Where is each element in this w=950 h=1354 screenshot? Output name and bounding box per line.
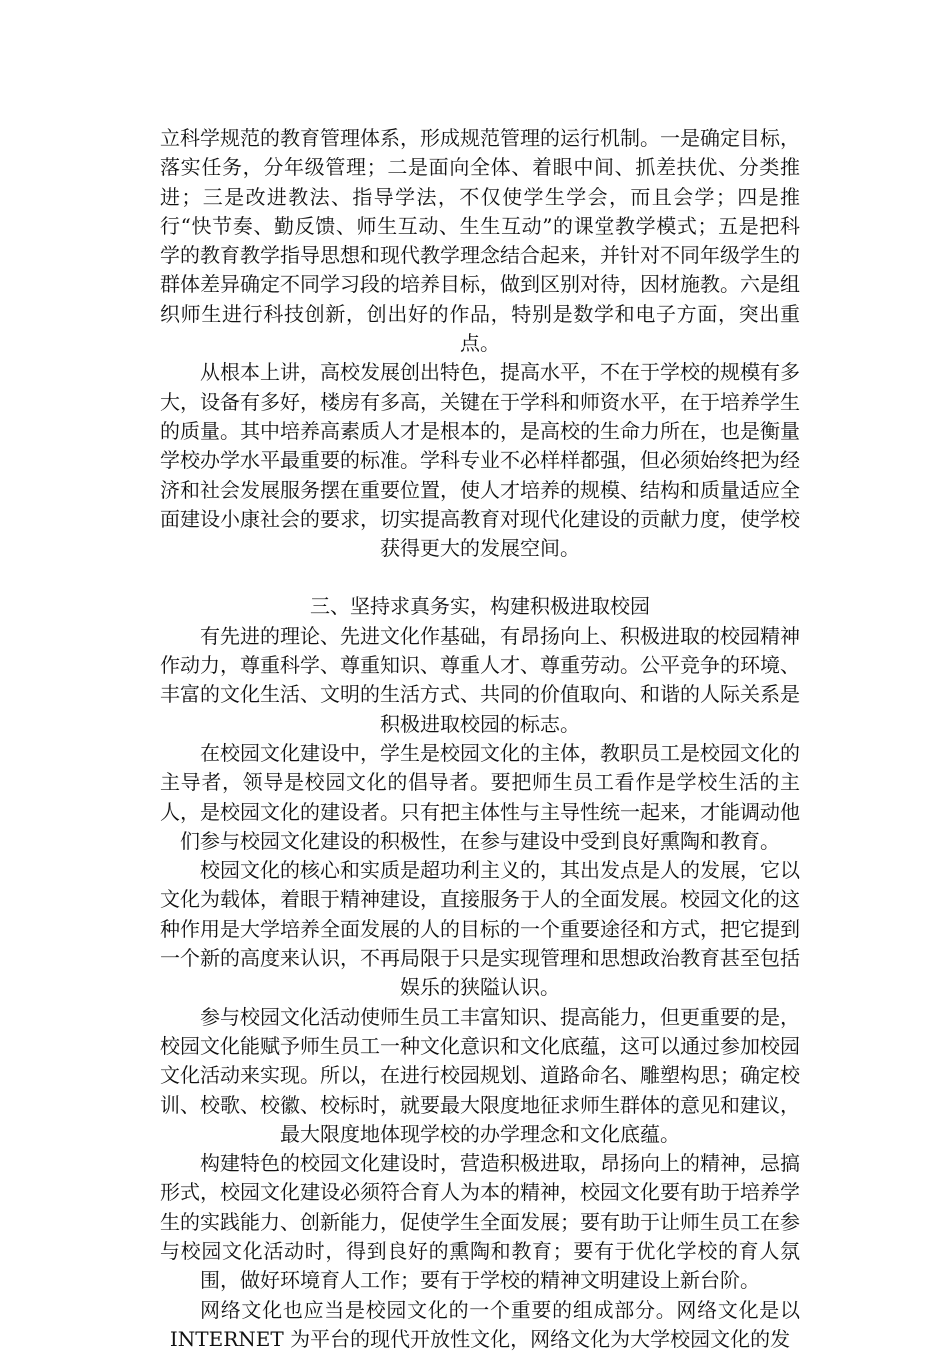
paragraph-culture-participation: 参与校园文化活动使师生员工丰富知识、提高能力，但更重要的是，校园文化能赋予师生员工一种文化意识和文化底蕴，这可以通过参加校园文化活动来实现。所以，在进行校园规划、道路命名、雕塑构思；确定校训、校歌、校徽、校标时，就要最大限度地征求师生群体的意见和建议，最大限度地体现学校的办学理念和文化底蕴。 xyxy=(160,1004,800,1146)
paragraph-network-culture: 网络文化也应当是校园文化的一个重要的组成部分。网络文化是以 INTERNET 为平台的现代开放性文化，网络文化为大学校园文化的发 xyxy=(169,1297,800,1351)
paragraph-culture-core: 校园文化的核心和实质是超功利主义的，其出发点是人的发展，它以文化为载体，着眼于精神建设，直接服务于人的全面发展。校园文化的这种作用是大学培养全面发展的人的目标的一个重要途径和方式，把它提到一个新的高度来认识，不再局限于只是实现管理和思想政治教育甚至包括娱乐的狭隘认识。 xyxy=(160,858,800,1000)
paragraph-campus-spirit: 有先进的理论、先进文化作基础，有昂扬向上、积极进取的校园精神作动力，尊重科学、尊重知识、尊重人才、尊重劳动。公平竞争的环境、丰富的文化生活、文明的生活方式、共同的价值取向、和谐的人际关系是积极进取校园的标志。 xyxy=(160,623,800,736)
document-page xyxy=(160,124,800,1354)
section-heading: 三、坚持求真务实，构建积极进取校园 xyxy=(310,594,650,619)
paragraph-university-development: 从根本上讲，高校发展创出特色，提高水平，不在于学校的规模有多大，设备有多好，楼房有多高，关键在于学科和师资水平，在于培养学生的质量。其中培养高素质人才是根本的，是高校的生命力所在，也是衡量学校办学水平最重要的标准。学科专业不必样样都强，但必须始终把为经济和社会发展服务摆在重要位置，使人才培养的规模、结构和质量适应全面建设小康社会的要求，切实提高教育对现代化建设的贡献力度，使学校获得更大的发展空间。 xyxy=(160,360,800,561)
paragraph-management-system: 立科学规范的教育管理体系，形成规范管理的运行机制。一是确定目标，落实任务，分年级管理；二是面向全体、着眼中间、抓差扶优、分类推进；三是改进教法、指导学法，不仅使学生学会，而且会学；四是推行“快节奏、勤反馈、师生互动、生生互动”的课堂教学模式；五是把科学的教育教学指导思想和现代教学理念结合起来，并针对不同年级学生的群体差异确定不同学习段的培养目标，做到区别对待，因材施教。六是组织师生进行科技创新，创出好的作品，特别是数学和电子方面，突出重点。 xyxy=(160,126,800,356)
paragraph-culture-construction: 构建特色的校园文化建设时，营造积极进取，昂扬向上的精神，忌搞形式，校园文化建设必须符合育人为本的精神，校园文化要有助于培养学生的实践能力、创新能力，促使学生全面发展；要有助于让师生员工在参与校园文化活动时，得到良好的熏陶和教育；要有于优化学校的育人氛围，做好环境育人工作；要有于学校的精神文明建设上新台阶。 xyxy=(160,1151,800,1293)
paragraph-campus-culture-subject: 在校园文化建设中，学生是校园文化的主体，教职员工是校园文化的主导者，领导是校园文化的倡导者。要把师生员工看作是学校生活的主人，是校园文化的建设者。只有把主体性与主导性统一起来，才能调动他们参与校园文化建设的积极性，在参与建设中受到良好熏陶和教育。 xyxy=(160,740,800,853)
section-spacer xyxy=(160,563,800,592)
